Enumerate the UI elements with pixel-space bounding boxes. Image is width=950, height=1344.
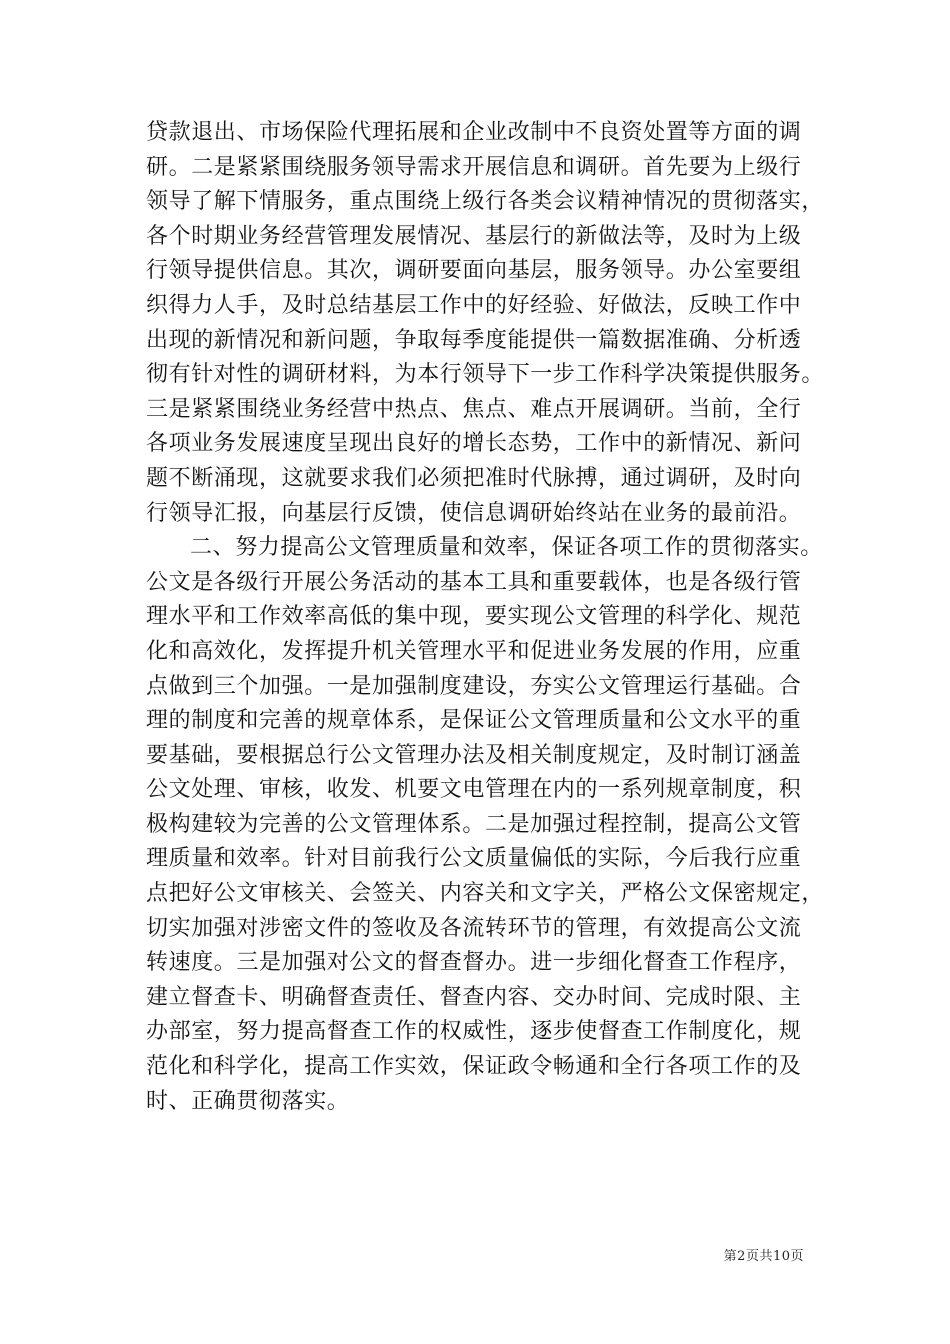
section-heading-line: 二、努力提高公文管理质量和效率，保证各项工作的贯彻落实。: [190, 535, 823, 561]
page-number: 第2页共10页: [723, 1249, 804, 1264]
text-line: 理质量和效率。针对目前我行公文质量偏低的实际，今后我行应重: [146, 846, 802, 872]
text-line: 建立督查卡、明确督查责任、督查内容、交办时间、完成时限、主: [146, 984, 802, 1010]
text-line: 各项业务发展速度呈现出良好的增长态势，工作中的新情况、新问: [146, 431, 802, 457]
text-line: 题不断涌现，这就要求我们必须把准时代脉搏，通过调研，及时向: [146, 465, 802, 491]
text-line: 彻有针对性的调研材料，为本行领导下一步工作科学决策提供服务。: [146, 362, 825, 388]
text-line: 范化和科学化，提高工作实效，保证政令畅通和全行各项工作的及: [146, 1054, 802, 1080]
text-line: 理的制度和完善的规章体系，是保证公文管理质量和公文水平的重: [146, 708, 802, 734]
text-line: 转速度。三是加强对公文的督查督办。进一步细化督查工作程序，: [146, 950, 802, 976]
text-line: 切实加强对涉密文件的签收及各流转环节的管理，有效提高公文流: [146, 915, 802, 941]
body-text: [146, 116, 826, 1119]
text-line: 公文处理、审核，收发、机要文电管理在内的一系列规章制度，积: [146, 777, 802, 803]
text-line: 出现的新情况和新问题，争取每季度能提供一篇数据准确、分析透: [146, 327, 802, 353]
text-line: 化和高效化，发挥提升机关管理水平和促进业务发展的作用，应重: [146, 638, 802, 664]
text-line: 行领导汇报，向基层行反馈，使信息调研始终站在业务的最前沿。: [146, 500, 802, 526]
text-line: 点把好公文审核关、会签关、内容关和文字关，严格公文保密规定，: [146, 881, 825, 907]
text-line: 行领导提供信息。其次，调研要面向基层，服务领导。办公室要组: [146, 258, 802, 284]
text-line: 贷款退出、市场保险代理拓展和企业改制中不良资处置等方面的调: [146, 120, 802, 145]
text-line: 点做到三个加强。一是加强制度建设，夯实公文管理运行基础。合: [146, 673, 802, 699]
text-line: 时、正确贯彻落实。: [146, 1088, 350, 1114]
text-line: 各个时期业务经营管理发展情况、基层行的新做法等，及时为上级: [146, 223, 802, 249]
text-line: 办部室，努力提高督查工作的权威性，逐步使督查工作制度化，规: [146, 1019, 802, 1045]
text-line: 要基础，要根据总行公文管理办法及相关制度规定，及时制订涵盖: [146, 742, 802, 768]
text-line: 织得力人手，及时总结基层工作中的好经验、好做法，反映工作中: [146, 292, 802, 318]
text-line: 三是紧紧围绕业务经营中热点、焦点、难点开展调研。当前，全行: [146, 396, 802, 422]
text-line: 研。二是紧紧围绕服务领导需求开展信息和调研。首先要为上级行: [146, 154, 802, 180]
text-line: 理水平和工作效率高低的集中现，要实现公文管理的科学化、规范: [146, 604, 802, 630]
text-line: 公文是各级行开展公务活动的基本工具和重要载体，也是各级行管: [146, 569, 802, 595]
text-line: 极构建较为完善的公文管理体系。二是加强过程控制，提高公文管: [146, 811, 802, 837]
text-line: 领导了解下情服务，重点围绕上级行各类会议精神情况的贯彻落实，: [146, 189, 825, 215]
